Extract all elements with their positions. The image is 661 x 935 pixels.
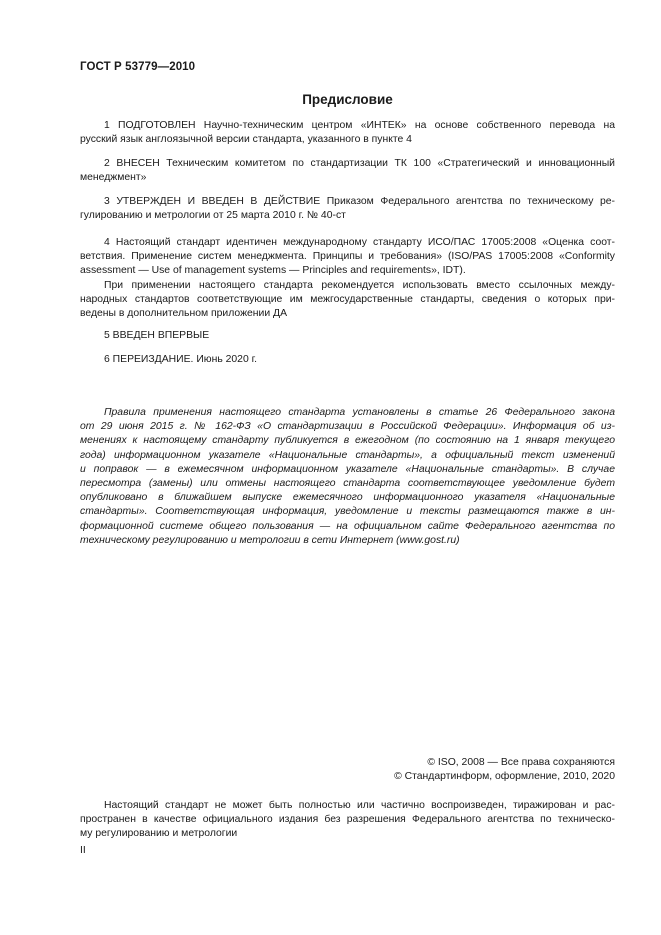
text-line: 4 Настоящий стандарт идентичен международному стандарту ИСО/ПАС 17005:2008 «Оценка соот- xyxy=(104,237,615,248)
text-line: ведены в дополнительном приложении ДА xyxy=(80,308,288,320)
text-line: пространен в качестве официального издания без разрешения Федерального агентства по техническо- xyxy=(80,814,615,826)
reproduction-notice xyxy=(80,799,615,842)
standard-code-header: ГОСТ Р 53779—2010 xyxy=(80,61,196,73)
copyright-block xyxy=(80,756,615,784)
text-line: 5 ВВЕДЕН ВПЕРВЫЕ xyxy=(104,330,210,341)
text-line: опубликовано в ближайшем выпуске ежемесячного информационного указателя «Национальные xyxy=(80,492,615,504)
text-line: русский язык англоязычной версии стандарта, указанного в пункте 4 xyxy=(80,134,412,146)
text-line: 1 ПОДГОТОВЛЕН Научно-техническим центром «ИНТЕК» на основе собственного перевода на xyxy=(104,120,615,131)
usage-rules-notice xyxy=(80,406,615,548)
text-line: гулированию и метрологии от 25 марта 2010 г. № 40-ст xyxy=(80,210,346,222)
text-line: assessment — Use of management systems — Principles and requirements», IDT). xyxy=(80,265,466,277)
foreword-item-4 xyxy=(80,236,615,321)
text-line: При применении настоящего стандарта рекомендуется использовать вместо ссылочных между- xyxy=(104,279,615,291)
foreword-item-6 xyxy=(80,353,615,367)
text-line: стандарты». Соответствующая информация, уведомление и тексты размещаются также в ин- xyxy=(80,506,615,518)
text-line: 2 ВНЕСЕН Техническим комитетом по стандартизации ТК 100 «Стратегический и инновационный xyxy=(104,158,615,169)
copyright-line: © Стандартинформ, оформление, 2010, 2020 xyxy=(394,771,615,783)
text-line: 6 ПЕРЕИЗДАНИЕ. Июнь 2020 г. xyxy=(104,354,258,365)
text-line: формационной системе общего пользования — на официальном сайте Федерального агентства по xyxy=(80,520,615,532)
section-title: Предисловие xyxy=(302,92,393,107)
copyright-line: © ISO, 2008 — Все права сохраняются xyxy=(427,757,615,768)
text-line: Настоящий стандарт не может быть полностью или частично воспроизведен, тиражирован и рас- xyxy=(104,800,615,811)
text-line: года) информационном указателе «Национальные стандарты», а официальный текст изменений xyxy=(80,449,615,461)
text-line: пересмотра (замены) или отмены настоящего стандарта соответствующее уведомление будет xyxy=(80,478,615,490)
text-line: 3 УТВЕРЖДЕН И ВВЕДЕН В ДЕЙСТВИЕ Приказом Федерального агентства по техническому ре- xyxy=(104,196,615,207)
foreword-item-3 xyxy=(80,195,615,223)
text-line: и поправок — в ежемесячном информационном указателе «Национальные стандарты». В случае xyxy=(80,463,615,475)
foreword-item-5 xyxy=(80,329,615,343)
text-line: Правила применения настоящего стандарта установлены в статье 26 Федерального закона xyxy=(104,407,615,418)
foreword-item-2 xyxy=(80,157,615,185)
page-number: II xyxy=(80,845,86,856)
text-line: му регулированию и метрологии xyxy=(80,828,238,840)
text-line: ветствия. Применение систем менеджмента. Принципы и требования» (ISO/PAS 17005:2008 «Conformity xyxy=(80,251,615,263)
text-line: от 29 июня 2015 г. № 162-ФЗ «О стандартизации в Российской Федерации». Информация об из- xyxy=(80,421,615,433)
text-line: народных стандартов соответствующие им межгосударственные стандарты, сведения о которых при- xyxy=(80,293,615,305)
text-line: менениях к настоящему стандарту публикуется в ежегодном (по состоянию на 1 января текущего xyxy=(80,435,615,447)
text-line: менеджмент» xyxy=(80,172,147,184)
foreword-item-1 xyxy=(80,119,615,147)
text-line: техническому регулированию и метрологии в сети Интернет (www.gost.ru) xyxy=(80,534,460,546)
